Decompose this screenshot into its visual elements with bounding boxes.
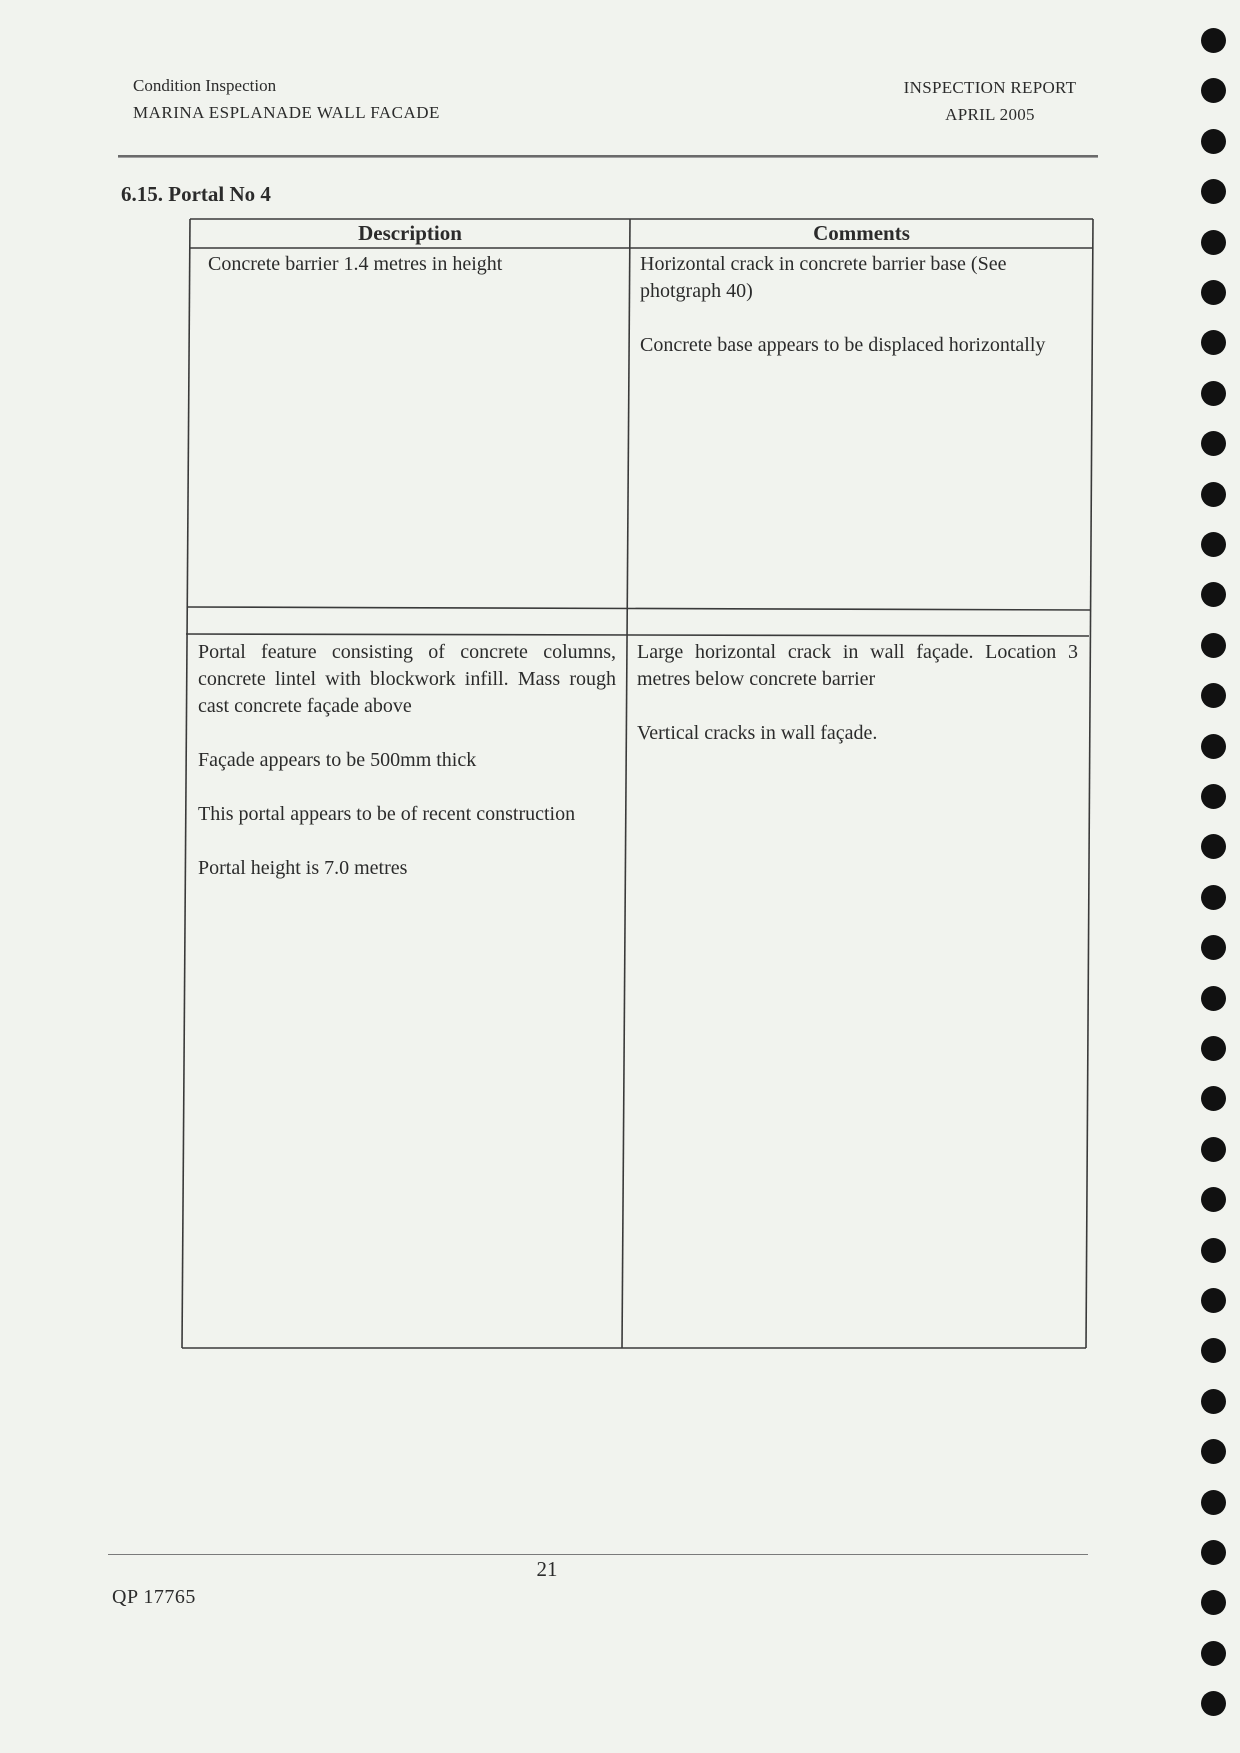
binding-hole [1201, 1439, 1226, 1464]
binding-hole [1201, 1137, 1226, 1162]
binding-hole [1201, 381, 1226, 406]
binding-hole [1201, 330, 1226, 355]
comment-line: Horizontal crack in concrete barrier base (See photgraph 40) [640, 253, 1007, 302]
binding-hole [1201, 431, 1226, 456]
binding-hole [1201, 734, 1226, 759]
header-rule [118, 155, 1098, 158]
table-row-1-description [208, 251, 608, 278]
binding-hole [1201, 1238, 1226, 1263]
header-project: MARINA ESPLANADE WALL FACADE [133, 103, 440, 122]
binding-hole [1201, 582, 1226, 607]
header-right [880, 74, 1100, 128]
binding-hole [1201, 78, 1226, 103]
binding-hole [1201, 1036, 1226, 1061]
header-left [133, 72, 440, 126]
binding-hole [1201, 1389, 1226, 1414]
section-title: 6.15. Portal No 4 [121, 182, 271, 206]
binding-hole [1201, 1590, 1226, 1615]
page-number: 21 [536, 1557, 558, 1581]
binding-hole [1201, 1490, 1226, 1515]
binding-hole [1201, 532, 1226, 557]
binding-hole [1201, 28, 1226, 53]
table-row-1-comments [640, 251, 1081, 359]
binding-hole [1201, 1540, 1226, 1565]
comment-line: Vertical cracks in wall façade. [637, 722, 878, 744]
header-date: APRIL 2005 [945, 105, 1035, 124]
description-line: This portal appears to be of recent construction [198, 803, 576, 825]
binding-hole [1201, 1338, 1226, 1363]
binding-hole [1201, 1086, 1226, 1111]
binding-hole [1201, 784, 1226, 809]
binding-hole [1201, 834, 1226, 859]
table-row-2-description [198, 639, 616, 882]
footer-rule [108, 1554, 1088, 1555]
description-line: Portal feature consisting of concrete columns, concrete lintel with blockwork infill. Mass rough cast concrete façade above [198, 641, 616, 717]
header-report-type: INSPECTION REPORT [903, 78, 1077, 97]
comment-line: Concrete base appears to be displaced horizontally [640, 334, 1046, 356]
binding-hole [1201, 482, 1226, 507]
binding-hole [1201, 1691, 1226, 1716]
binding-hole [1201, 129, 1226, 154]
binding-hole [1201, 1641, 1226, 1666]
binding-hole [1201, 935, 1226, 960]
binding-hole [1201, 179, 1226, 204]
column-header-description: Description [358, 221, 462, 245]
header-subject: Condition Inspection [133, 76, 277, 95]
table-row-2-comments [637, 639, 1078, 747]
binding-holes [1201, 28, 1227, 1728]
description-line: Portal height is 7.0 metres [198, 857, 408, 879]
comment-line: Large horizontal crack in wall façade. Location 3 metres below concrete barrier [637, 641, 1078, 690]
description-line: Concrete barrier 1.4 metres in height [208, 253, 503, 275]
description-line: Façade appears to be 500mm thick [198, 749, 477, 771]
column-header-comments: Comments [813, 221, 910, 245]
document-code: QP 17765 [112, 1586, 196, 1608]
binding-hole [1201, 633, 1226, 658]
binding-hole [1201, 1288, 1226, 1313]
binding-hole [1201, 683, 1226, 708]
binding-hole [1201, 280, 1226, 305]
binding-hole [1201, 230, 1226, 255]
binding-hole [1201, 1187, 1226, 1212]
binding-hole [1201, 986, 1226, 1011]
binding-hole [1201, 885, 1226, 910]
